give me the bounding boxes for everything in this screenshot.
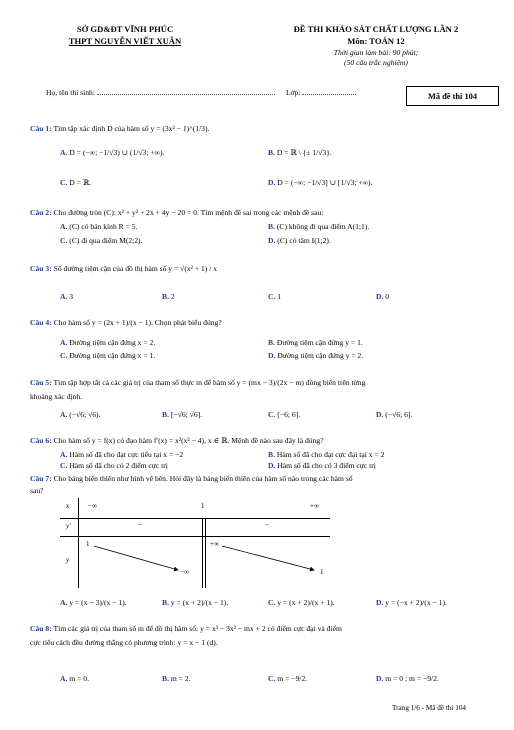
question-text: Cho hàm số y = f(x) có đạo hàm f′(x) = x²(x² − 4), x ∈ ℝ. Mệnh đề nào sau đây là đúng? bbox=[53, 436, 324, 445]
table-y-left: 1 bbox=[86, 540, 90, 548]
question-text: Tìm các giá trị của tham số m để đồ thị hàm số: y = x³ − 3x² − mx + 2 có điểm cực đại và điểm bbox=[53, 624, 342, 633]
answer-1d: D. D = (−∞; −1/√3] ∪ [1/√3; +∞). bbox=[268, 178, 373, 187]
question-text: Cho hàm số y = (2x + 1)/(x − 1). Chọn phát biểu đúng? bbox=[53, 318, 222, 327]
question-number: Câu 5: bbox=[30, 378, 52, 387]
table-x-minf: −∞ bbox=[88, 502, 97, 510]
answer-7d: D. y = (−x + 2)/(x − 1). bbox=[376, 598, 447, 607]
class-label bbox=[286, 88, 356, 97]
question-number: Câu 1: bbox=[30, 124, 52, 133]
table-y-mid-low: −∞ bbox=[180, 568, 189, 576]
table-sign-right: − bbox=[265, 521, 269, 529]
answer-2b: B. (C) không đi qua điểm A(1;1). bbox=[268, 222, 370, 231]
exam-title: ĐỀ THI KHẢO SÁT CHẤT LƯỢNG LẦN 2 bbox=[293, 24, 459, 34]
question-4 bbox=[30, 318, 222, 327]
variation-table bbox=[60, 498, 330, 588]
question-text: Tìm tập xác định D của hàm số y = (3x² − 1)^(1/3). bbox=[53, 124, 210, 133]
question-2 bbox=[30, 208, 323, 217]
department-name: SỞ GD&ĐT VĨNH PHÚC bbox=[76, 24, 174, 34]
question-number: Câu 2: bbox=[30, 208, 52, 217]
answer-6d: D. Hàm số đã cho có 3 điểm cực trị bbox=[268, 461, 376, 470]
subject: Môn: TOÁN 12 bbox=[347, 36, 405, 46]
table-arrows bbox=[60, 498, 330, 588]
answer-6a: A. Hàm số đã cho đạt cực tiểu tại x = −2 bbox=[60, 450, 184, 459]
class-label-text: Lớp: bbox=[286, 88, 301, 97]
class-dotted-line bbox=[302, 94, 356, 95]
answer-7b: B. y = (x + 2)/(x − 1). bbox=[162, 598, 229, 607]
answer-4b: B. Đường tiệm cận đứng y = 1. bbox=[268, 338, 363, 347]
table-x-label: x bbox=[66, 502, 70, 510]
answer-2c: C. (C) đi qua điểm M(2;2). bbox=[60, 236, 143, 245]
table-y-right: 1 bbox=[320, 568, 324, 576]
name-dotted-line bbox=[97, 94, 275, 95]
candidate-name-label bbox=[46, 88, 275, 97]
question-number: Câu 4: bbox=[30, 318, 52, 327]
answer-1c: C. D = ℝ. bbox=[60, 178, 92, 187]
answer-5c: C. [−6; 6]. bbox=[268, 410, 301, 419]
answer-5b: B. [−√6; √6]. bbox=[162, 410, 203, 419]
name-label-text: Họ, tên thí sinh: bbox=[46, 88, 95, 97]
answer-4c: C. Đường tiệm cận đứng x = 1. bbox=[60, 351, 156, 360]
answer-8c: C. m = −9/2. bbox=[268, 674, 308, 683]
question-count: (50 câu trắc nghiệm) bbox=[344, 58, 408, 67]
table-y-mid-high: +∞ bbox=[210, 540, 219, 548]
question-7-cont: sau? bbox=[30, 486, 44, 495]
question-7 bbox=[30, 474, 353, 483]
arrow-decreasing-right bbox=[222, 546, 314, 570]
answer-4d: D. Đường tiệm cận đứng y = 2. bbox=[268, 351, 364, 360]
question-number: Câu 3: bbox=[30, 264, 52, 273]
question-8 bbox=[30, 624, 342, 633]
table-x-pinf: +∞ bbox=[310, 502, 319, 510]
exam-code-box: Mã đề thi 104 bbox=[406, 86, 499, 106]
answer-7a: A. y = (x − 3)/(x − 1). bbox=[60, 598, 127, 607]
question-5-cont: khoảng xác định. bbox=[30, 392, 83, 401]
answer-2d: D. (C) có tâm I(1;2). bbox=[268, 236, 331, 245]
answer-7c: C. y = (x + 2)/(x + 1). bbox=[268, 598, 335, 607]
answer-6c: C. Hàm số đã cho có 2 điểm cực trị bbox=[60, 461, 168, 470]
answer-8a: A. m = 0. bbox=[60, 674, 89, 683]
question-number: Câu 8: bbox=[30, 624, 52, 633]
page-footer: Trang 1/6 - Mã đề thi 104 bbox=[392, 704, 467, 712]
question-6 bbox=[30, 436, 324, 445]
table-sign-left: − bbox=[138, 521, 142, 529]
answer-3c: C. 1 bbox=[268, 292, 282, 301]
answer-5d: D. (−√6; 6]. bbox=[376, 410, 413, 419]
question-text: Số đường tiệm cận của đồ thị hàm số y = √(x² + 1) / x bbox=[53, 264, 218, 273]
answer-3a: A. 3 bbox=[60, 292, 74, 301]
table-yprime-label: y′ bbox=[66, 522, 71, 530]
answer-4a: A. Đường tiệm cận đứng x = 2. bbox=[60, 338, 156, 347]
question-3 bbox=[30, 264, 217, 273]
question-text: Tìm tập hợp tất cả các giá trị của tham số thực m để hàm số y = (mx − 3)/(2x − m) đồng biến trên từng bbox=[53, 378, 366, 387]
table-x-one: 1 bbox=[201, 502, 205, 510]
question-5 bbox=[30, 378, 365, 387]
answer-1a: A. D = (−∞; −1/√3) ∪ (1/√3; +∞). bbox=[60, 148, 165, 157]
question-number: Câu 6: bbox=[30, 436, 52, 445]
time-limit: Thời gian làm bài: 90 phút; bbox=[333, 48, 419, 57]
answer-6b: B. Hàm số đã cho đạt cực đại tại x = 2 bbox=[268, 450, 385, 459]
table-y-label: y bbox=[66, 556, 70, 564]
question-text: Cho đường tròn (C): x² + y² + 2x + 4y − 20 = 0. Tìm mệnh đề sai trong các mệnh đề sau: bbox=[53, 208, 324, 217]
school-name: THPT NGUYỄN VIẾT XUÂN bbox=[68, 36, 182, 46]
question-text: Cho bảng biến thiên như hình vẽ bên. Hỏi đây là bảng biến thiên của hàm số nào trong các hàm số bbox=[53, 474, 353, 483]
answer-2a: A. (C) có bán kính R = 5. bbox=[60, 222, 138, 231]
question-8-cont: cực tiểu cách đều đường thẳng có phương trình: y = x − 1 (d). bbox=[30, 638, 218, 647]
answer-8b: B. m = 2. bbox=[162, 674, 191, 683]
answer-8d: D. m = 0 ; m = −9/2. bbox=[376, 674, 439, 683]
answer-1b: B. D = ℝ \ {± 1/√3}. bbox=[268, 148, 332, 157]
question-number: Câu 7: bbox=[30, 474, 52, 483]
question-1 bbox=[30, 124, 209, 133]
arrow-decreasing-left bbox=[94, 546, 178, 570]
answer-3b: B. 2 bbox=[162, 292, 175, 301]
answer-5a: A. (−√6; √6). bbox=[60, 410, 101, 419]
answer-3d: D. 0 bbox=[376, 292, 390, 301]
